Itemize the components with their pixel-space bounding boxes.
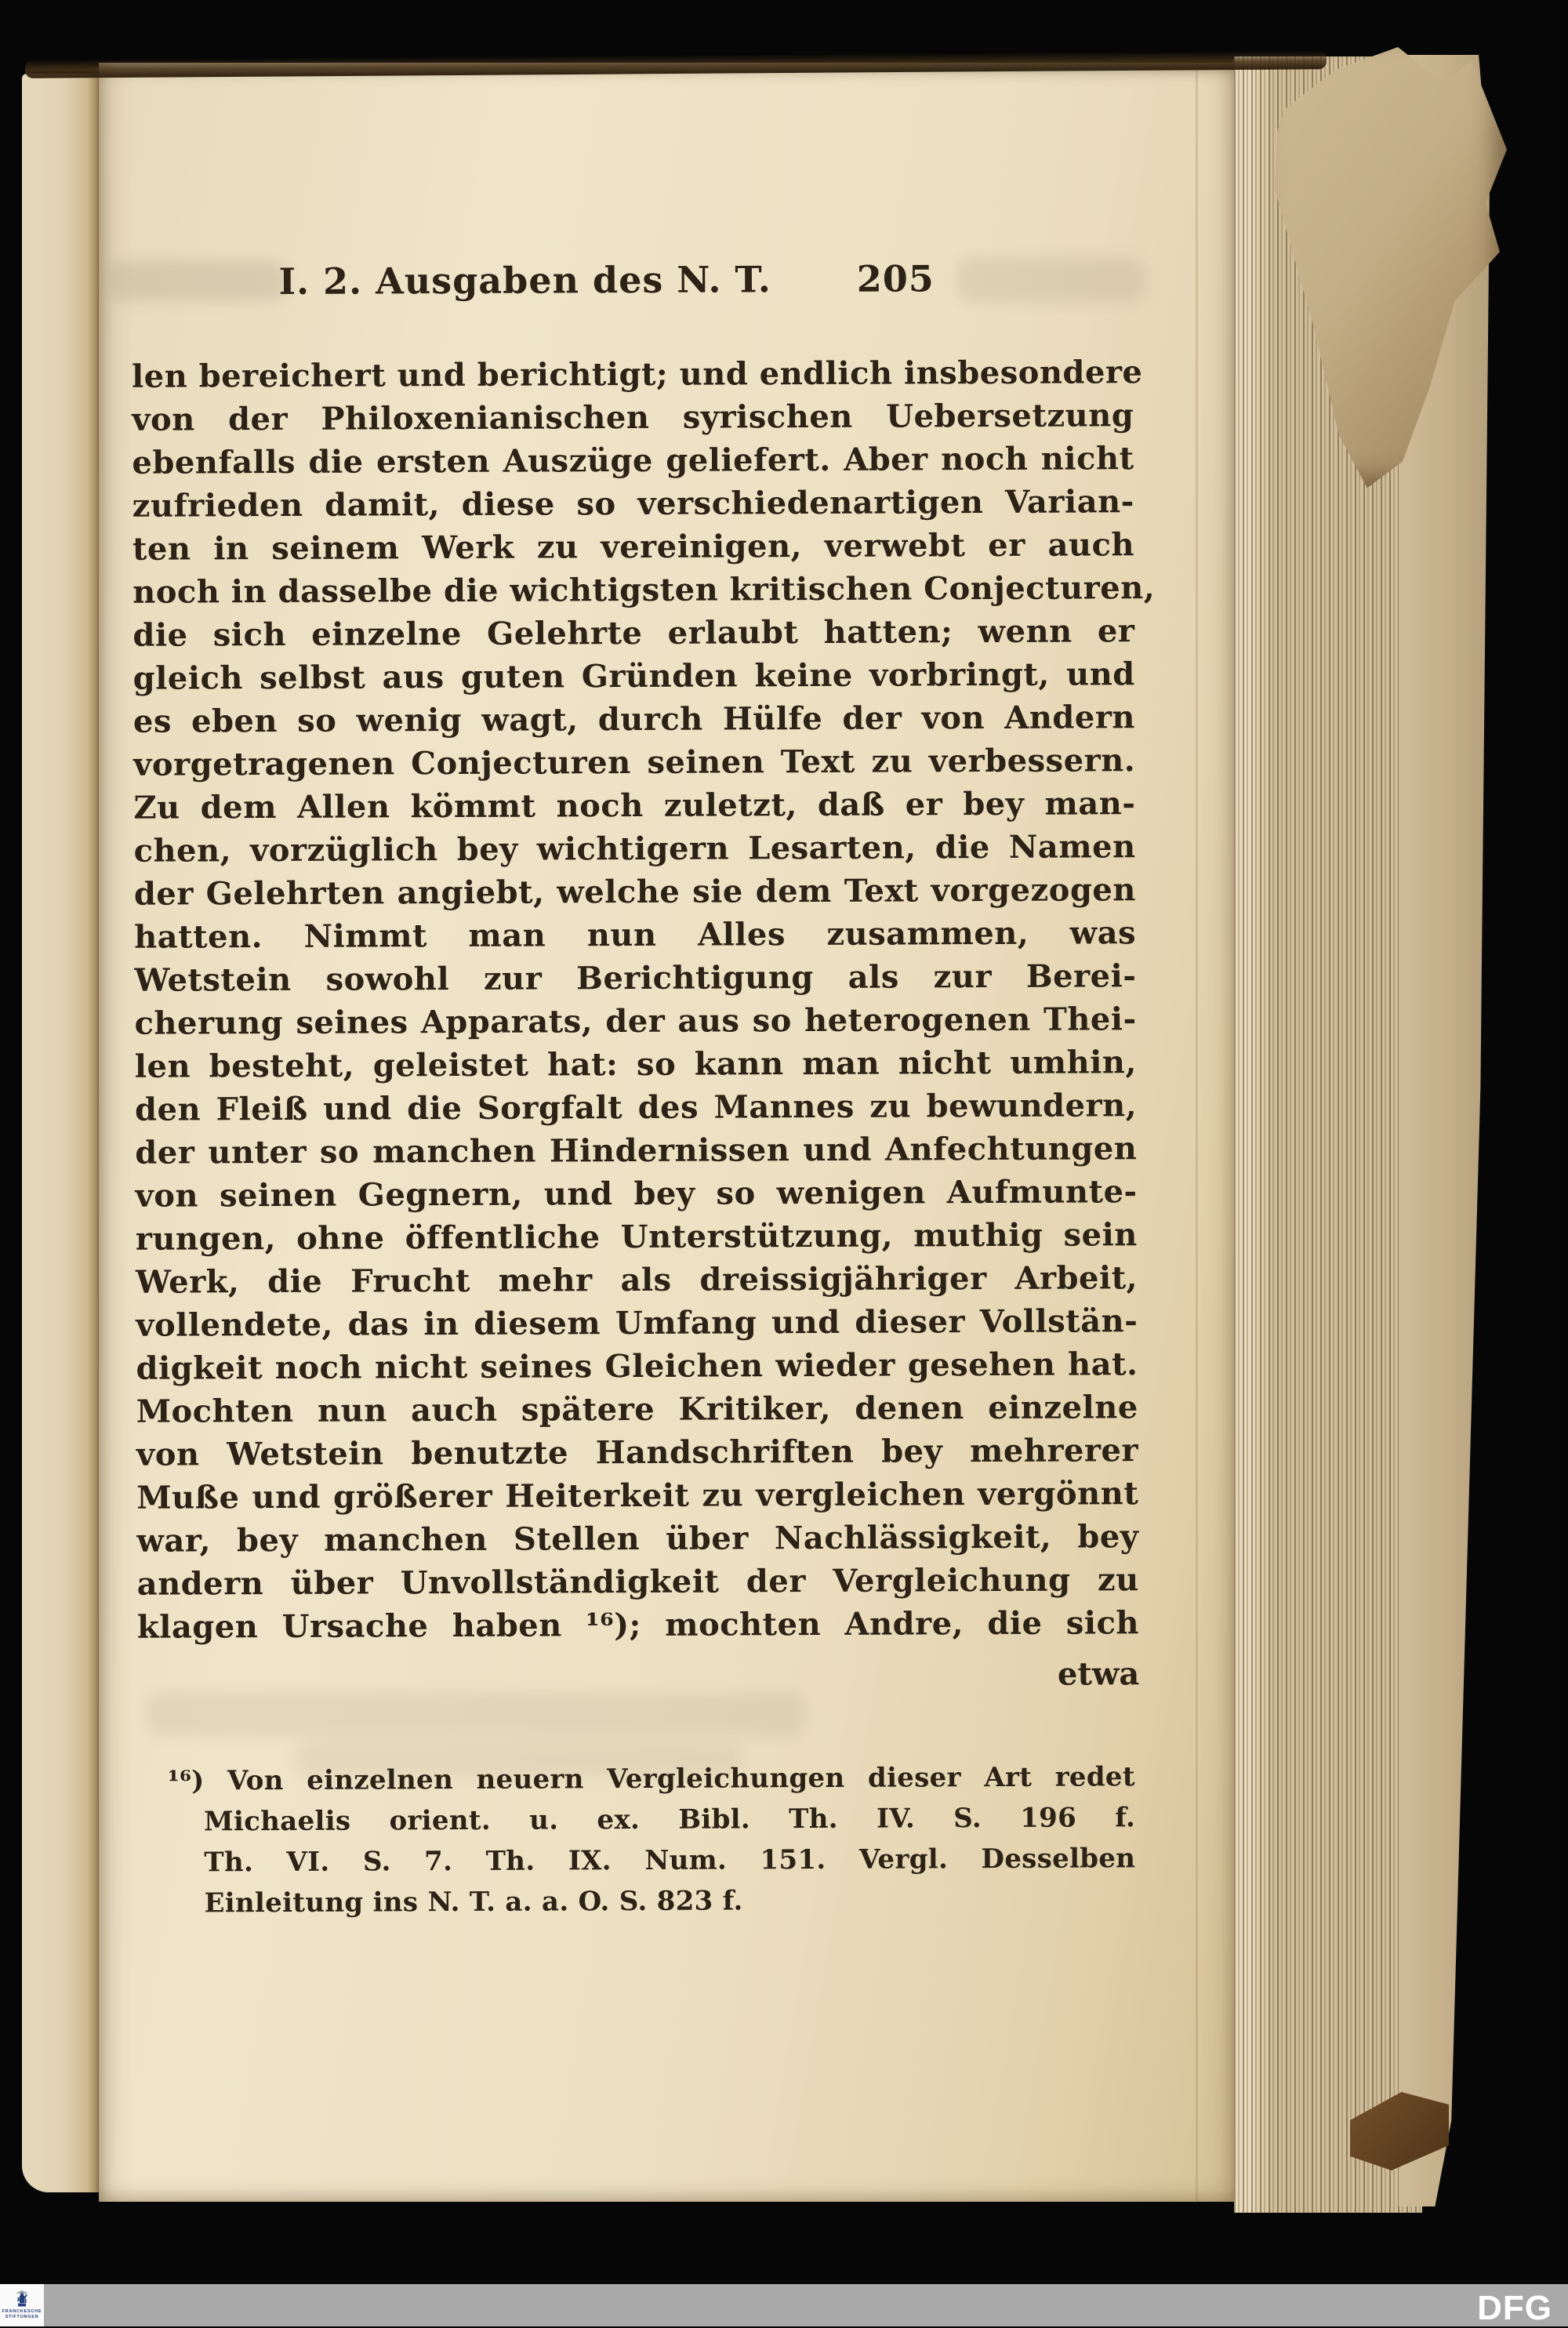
franckesche-stiftungen-logo (0, 2284, 44, 2326)
text-line: ten in seinem Werk zu vereinigen, verwebt er auch (132, 526, 1135, 568)
main-page (99, 63, 1234, 2202)
body-text (131, 350, 1156, 1649)
text-line: digkeit noch nicht seines Gleichen wieder gesehen hat. (136, 1346, 1138, 1387)
text-line: es eben so wenig wagt, durch Hülfe der von Andern (132, 699, 1136, 740)
footnote-line: Michaelis orient. u. ex. Bibl. Th. IV. S. 196 f. (203, 1802, 1136, 1838)
footer-bar (0, 2284, 1568, 2326)
text-line: Muße und größerer Heiterkeit zu vergleichen vergönnt (136, 1475, 1139, 1516)
footnote-line: Th. VI. S. 7. Th. IX. Num. 151. Vergl. Desselben (204, 1843, 1136, 1879)
text-line: hatten. Nimmt man nun Alles zusammen, was (134, 914, 1137, 956)
text-line: chen, vorzüglich bey wichtigern Lesarten, die Namen (133, 828, 1136, 870)
section-label: I. 2. (278, 260, 363, 303)
institution-line2: STIFTUNGEN (5, 2315, 39, 2319)
text-line: der unter so manchen Hindernissen und Anfechtungen (135, 1130, 1138, 1171)
text-line: die sich einzelne Gelehrte erlaubt hatten; wenn er (132, 612, 1135, 654)
footnote-line: Einleitung ins N. T. a. a. O. S. 823 f. (204, 1885, 743, 1919)
text-line: noch in dasselbe die wichtigsten kritischen Conjecturen, (132, 569, 1156, 611)
text-line: cherung seines Apparats, der aus so heterogenen Thei- (134, 1001, 1137, 1042)
text-line: gleich selbst aus guten Gründen keine vorbringt, und (132, 656, 1135, 697)
dfg-logo: DFG (1477, 2289, 1552, 2327)
text-line: rungen, ohne öffentliche Unterstützung, muthig sein (135, 1216, 1138, 1258)
text-line: vorgetragenen Conjecturen seinen Text zu verbessern. (133, 742, 1136, 783)
text-line: len besteht, geleistet hat: so kann man nicht umhin, (134, 1044, 1137, 1085)
text-line: zufrieden damit, diese so verschiedenartigen Varian- (132, 483, 1134, 525)
page-number: 205 (856, 257, 935, 300)
text-line: vollendete, das in diesem Umfang und dieser Vollstän- (136, 1302, 1138, 1344)
text-line: len bereichert und berichtigt; und endlich insbesondere (131, 354, 1143, 395)
text-line: Werk, die Frucht mehr als dreissigjähriger Arbeit, (135, 1259, 1138, 1301)
text-line: der Gelehrten angiebt, welche sie dem Text vorgezogen (133, 871, 1136, 913)
text-line: Zu dem Allen kömmt noch zuletzt, daß er bey man- (133, 785, 1136, 826)
text-line: Wetstein sowohl zur Berichtigung als zur Berei- (134, 957, 1137, 999)
text-line: ebenfalls die ersten Auszüge geliefert. Aber noch nicht (132, 440, 1134, 481)
franckesche-figure-icon (12, 2290, 32, 2309)
text-line: von der Philoxenianischen syrischen Uebersetzung (132, 397, 1134, 438)
text-column (131, 256, 1156, 1924)
footnote-line: ¹⁶) Von einzelnen neuern Vergleichungen dieser Art redet (167, 1761, 1135, 1797)
text-line: klagen Ursache haben ¹⁶); mochten Andre, die sich (136, 1604, 1140, 1646)
text-line: von seinen Gegnern, und bey so wenigen Aufmunte- (135, 1173, 1138, 1215)
catchword: etwa (1057, 1655, 1140, 1693)
text-line: den Fleiß und die Sorgfalt des Mannes zu bewundern, (134, 1087, 1138, 1128)
gutter-page-edge (22, 74, 99, 2192)
page-header (131, 256, 1133, 307)
page-title: Ausgaben des N. T. (375, 258, 771, 303)
text-line: andern über Unvollständigkeit der Vergleichung zu (136, 1561, 1139, 1603)
text-line: von Wetstein benutzte Handschriften bey mehrerer (136, 1432, 1139, 1473)
institution-line1: FRANCKESCHE (2, 2309, 42, 2314)
footnote (168, 1756, 1136, 1923)
institution-name (2, 2309, 42, 2320)
book-photo (22, 53, 1471, 2219)
text-line: war, bey manchen Stellen über Nachlässigkeit, bey (136, 1518, 1139, 1560)
text-line: Mochten nun auch spätere Kritiker, denen einzelne (136, 1389, 1138, 1430)
